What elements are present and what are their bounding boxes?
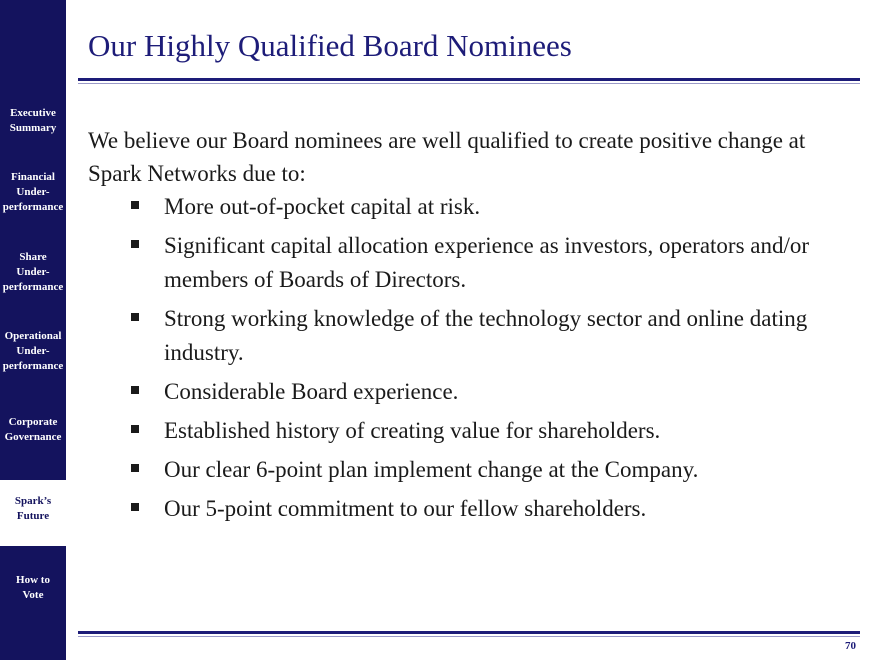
bullet-square-icon (131, 386, 139, 394)
list-item (126, 453, 846, 487)
footer-rule-thin (78, 636, 860, 637)
section-sidebar (0, 0, 66, 660)
list-item (126, 229, 846, 297)
list-item (126, 414, 846, 448)
nav-item-share-underperformance[interactable]: Share Under- performance (2, 251, 64, 293)
title-rule (78, 78, 860, 81)
list-item-text: Significant capital allocation experience as investors, operators and/or members of Boards of Directors. (164, 233, 810, 292)
list-item (126, 492, 846, 526)
bullet-square-icon (131, 240, 139, 248)
bullet-square-icon (131, 503, 139, 511)
title-rule-thin (78, 83, 860, 84)
page-number: 70 (845, 640, 856, 652)
nav-item-operational-underperformance[interactable]: Operational Under- performance (2, 330, 64, 372)
bullet-square-icon (131, 201, 139, 209)
nav-item-executive-summary[interactable]: Executive Summary (9, 107, 57, 134)
nav-item-financial-underperformance[interactable]: Financial Under- performance (2, 171, 64, 213)
bullet-square-icon (131, 464, 139, 472)
bullet-square-icon (131, 425, 139, 433)
nav-item-how-to-vote[interactable]: How to Vote (16, 574, 50, 601)
list-item-text: Our clear 6-point plan implement change at the Company. (164, 457, 699, 482)
bullet-square-icon (131, 313, 139, 321)
list-item-text: More out-of-pocket capital at risk. (164, 194, 481, 219)
slide-title: Our Highly Qualified Board Nominees (88, 28, 572, 63)
list-item (126, 190, 846, 224)
intro-text: We believe our Board nominees are well qualified to create positive change at Spark Networks due to: (88, 128, 806, 186)
qualification-list (126, 190, 846, 531)
list-item (126, 375, 846, 409)
nav-item-corporate-governance[interactable]: Corporate Governance (4, 416, 62, 443)
list-item-text: Considerable Board experience. (164, 379, 459, 404)
list-item-text: Strong working knowledge of the technology sector and online dating industry. (164, 306, 808, 365)
list-item-text: Our 5-point commitment to our fellow shareholders. (164, 496, 647, 521)
footer-rule (78, 631, 860, 634)
list-item (126, 302, 846, 370)
nav-item-sparks-future[interactable]: Spark’s Future (0, 480, 66, 546)
list-item-text: Established history of creating value for shareholders. (164, 418, 661, 443)
